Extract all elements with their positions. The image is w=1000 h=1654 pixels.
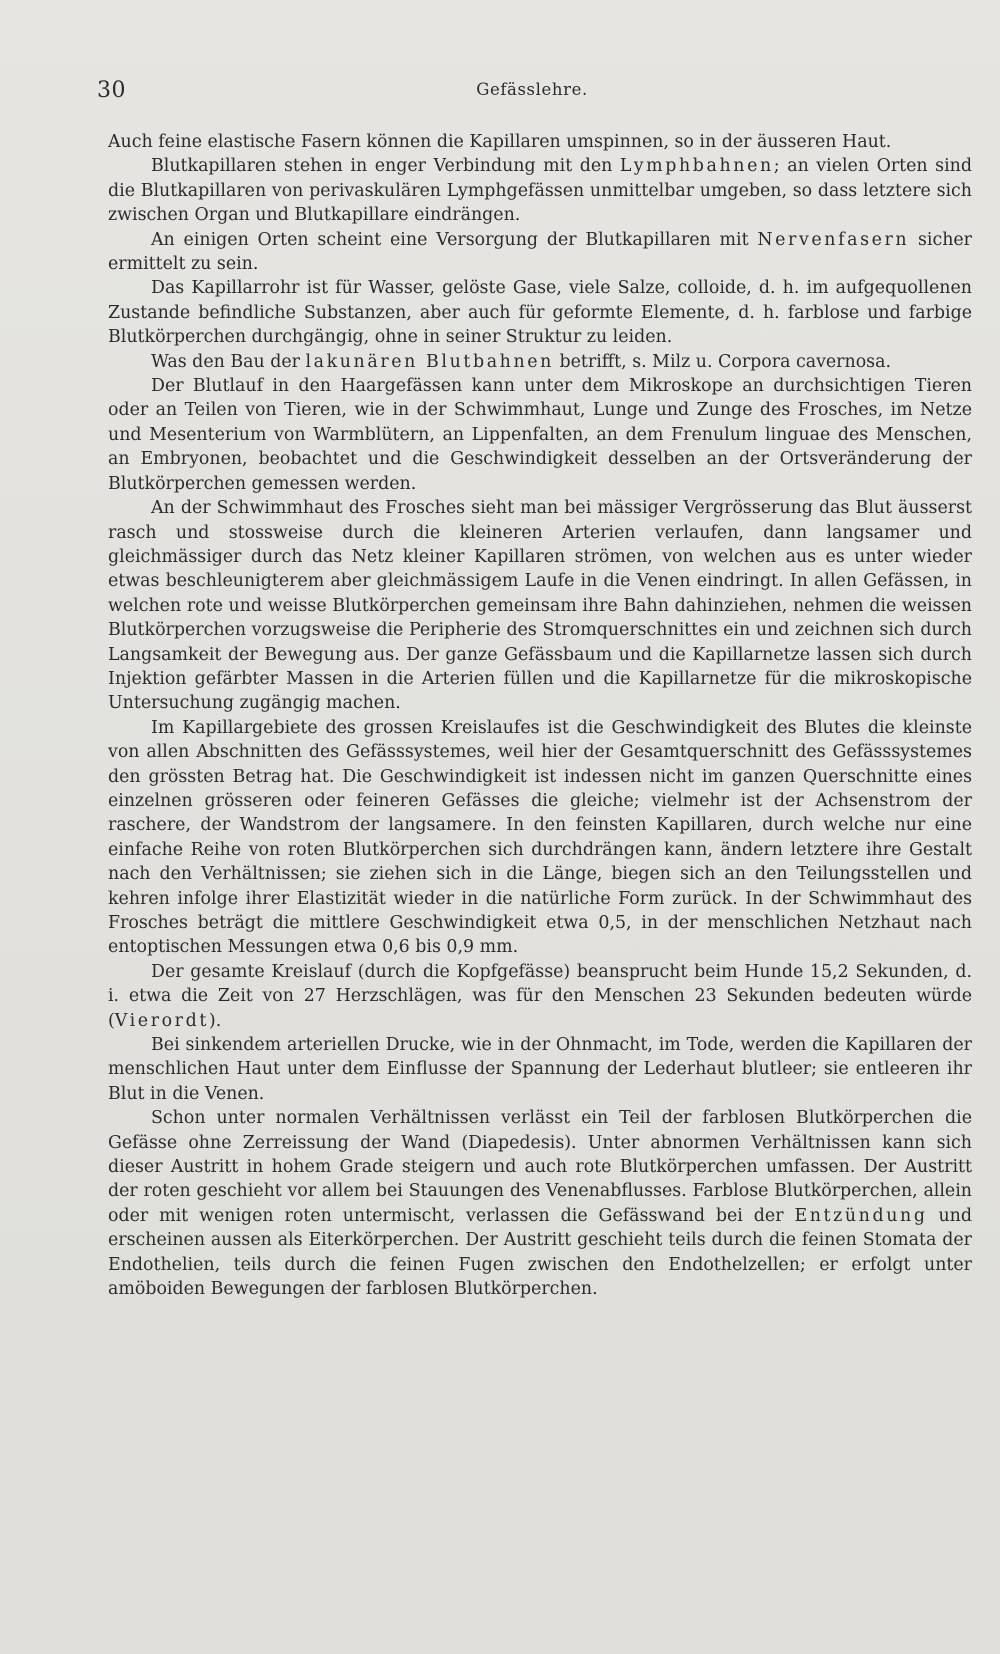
spaced-emphasis: lakunären Blutbahnen bbox=[305, 351, 554, 372]
paragraph bbox=[108, 130, 972, 154]
body-text bbox=[108, 130, 972, 1302]
text-run: An einigen Orten scheint eine Versorgung der Blutkapillaren mit bbox=[151, 229, 758, 250]
text-run: und erscheinen aussen als Eiterkörperchen. Der Austritt geschieht teils durch die feinen Stomata der Endothelien, teils durch die feinen Fugen zwischen den Endothelzellen; er erfolgt unter amöboiden Bewegungen der farblosen Blutkörperchen. bbox=[108, 1205, 973, 1300]
paragraph bbox=[108, 1106, 972, 1301]
paragraph bbox=[108, 374, 972, 496]
text-run: betrifft, s. Milz u. Corpora cavernosa. bbox=[553, 351, 891, 372]
paragraph bbox=[108, 276, 972, 349]
paragraph bbox=[108, 228, 972, 277]
text-run: Auch feine elastische Fasern können die Kapillaren umspinnen, so in der äusseren Haut. bbox=[108, 132, 892, 152]
paragraph bbox=[108, 1033, 972, 1106]
text-run: Was den Bau der bbox=[151, 351, 306, 372]
spaced-emphasis: Lymphbahnen bbox=[619, 156, 774, 177]
paragraph bbox=[108, 960, 972, 1033]
text-run: ). bbox=[208, 1010, 222, 1031]
text-run: ; an vielen Orten sind die Blutkapillaren von perivaskulären Lymphgefässen unmittelbar umgeben, so dass letztere sich zwischen Organ und Blutkapillare eindrängen. bbox=[108, 156, 972, 226]
text-run: An der Schwimmhaut des Frosches sieht man bei mässiger Vergrösserung das Blut äusserst rasch und stossweise durch die kleineren Arterien verlaufen, dann langsamer und gleichmässiger durch das Netz kleiner Kapillaren strömen, von welchen aus es unter wieder etwas beschleunigterem aber gleichmässigem Laufe in die Venen eindringt. In allen Gefässen, in welchen rote und weisse Blutkörperchen gemeinsam ihre Bahn dahinziehen, nehmen die weissen Blutkörperchen vorzugsweise die Peripherie des Stromquerschnittes ein und zeichnen sich durch Langsamkeit der Bewegung aus. Der ganze Gefässbaum und die Kapillarnetze lassen sich durch Injektion gefärbter Massen in die Arterien füllen und die Kapillarnetze für die mikroskopische Untersuchung zugängig machen. bbox=[108, 498, 972, 714]
page-header bbox=[97, 78, 967, 108]
paragraph bbox=[108, 496, 972, 716]
text-run: Bei sinkendem arteriellen Drucke, wie in der Ohnmacht, im Tode, werden die Kapillaren der menschlichen Haut unter dem Einflusse der Spannung der Lederhaut blutleer; sie entleeren ihr Blut in die Venen. bbox=[108, 1035, 972, 1104]
spaced-emphasis: Entzündung bbox=[794, 1205, 928, 1226]
text-run: Das Kapillarrohr ist für Wasser, gelöste Gase, viele Salze, colloide, d. h. im aufgequollenen Zustande befindliche Substanzen, aber auch für geformte Elemente, d. h. farblose und farbige Blutkörperchen durchgängig, ohne in seiner Struktur zu leiden. bbox=[108, 278, 972, 348]
text-run: Blutkapillaren stehen in enger Verbindung mit den bbox=[151, 156, 620, 177]
page-number: 30 bbox=[97, 78, 126, 103]
text-run: Im Kapillargebiete des grossen Kreislaufes ist die Geschwindigkeit des Blutes die kleinste von allen Abschnitten des Gefässsystemes, weil hier der Gesamtquerschnitt des Gefässsystemes den grössten Betrag hat. Die Geschwindigkeit ist indessen nicht im ganzen Querschnitte eines einzelnen grösseren oder feineren Gefässes die gleiche; vielmehr ist der Achsenstrom der raschere, der Wandstrom der langsamere. In den feinsten Kapillaren, durch welche nur eine einfache Reihe von roten Blutkörperchen sich durchdrängen kann, ändern letztere ihre Gestalt nach den Verhältnissen; sie ziehen sich in die Länge, biegen sich an den Teilungsstellen und kehren infolge ihrer Elastizität wieder in die natürliche Form zurück. In der Schwimmhaut des Frosches beträgt die mittlere Geschwindigkeit etwa 0,5, in der menschlichen Netzhaut nach entoptischen Messungen etwa 0,6 bis 0,9 mm. bbox=[108, 717, 972, 958]
text-run: Der Blutlauf in den Haargefässen kann unter dem Mikroskope an durchsichtigen Tieren oder an Teilen von Tieren, wie in der Schwimmhaut, Lunge und Zunge des Frosches, im Netze und Mesenterium von Warmblütern, an Lippenfalten, an dem Frenulum linguae des Menschen, an Embryonen, beobachtet und die Geschwindigkeit desselben an der Ortsveränderung der Blutkörperchen gemessen werden. bbox=[108, 376, 972, 494]
paragraph bbox=[108, 350, 972, 374]
text-run: Der gesamte Kreislauf (durch die Kopfgefässe) beansprucht beim Hunde 15,2 Sekunden, d. i. etwa die Zeit von 27 Herzschlägen, was für den Menschen 23 Sekunden bedeuten würde ( bbox=[108, 961, 972, 1031]
paragraph bbox=[108, 154, 972, 227]
spaced-emphasis: Nervenfasern bbox=[757, 229, 910, 250]
text-run: sicher ermittelt zu sein. bbox=[108, 229, 972, 275]
paragraph bbox=[108, 716, 972, 960]
text-run: Schon unter normalen Verhältnissen verlässt ein Teil der farblosen Blutkörperchen die Gefässe ohne Zerreissung der Wand (Diapedesis). Unter abnormen Verhältnissen kann sich dieser Austritt in hohem Grade steigern und auch rote Blutkörperchen umfassen. Der Austritt der roten geschieht vor allem bei Stauungen des Venenabflusses. Farblose Blutkörperchen, allein oder mit wenigen roten untermischt, verlassen die Gefässwand bei der bbox=[108, 1108, 972, 1226]
running-head: Gefässlehre. bbox=[476, 80, 588, 99]
spaced-emphasis: Vierordt bbox=[114, 1010, 209, 1031]
